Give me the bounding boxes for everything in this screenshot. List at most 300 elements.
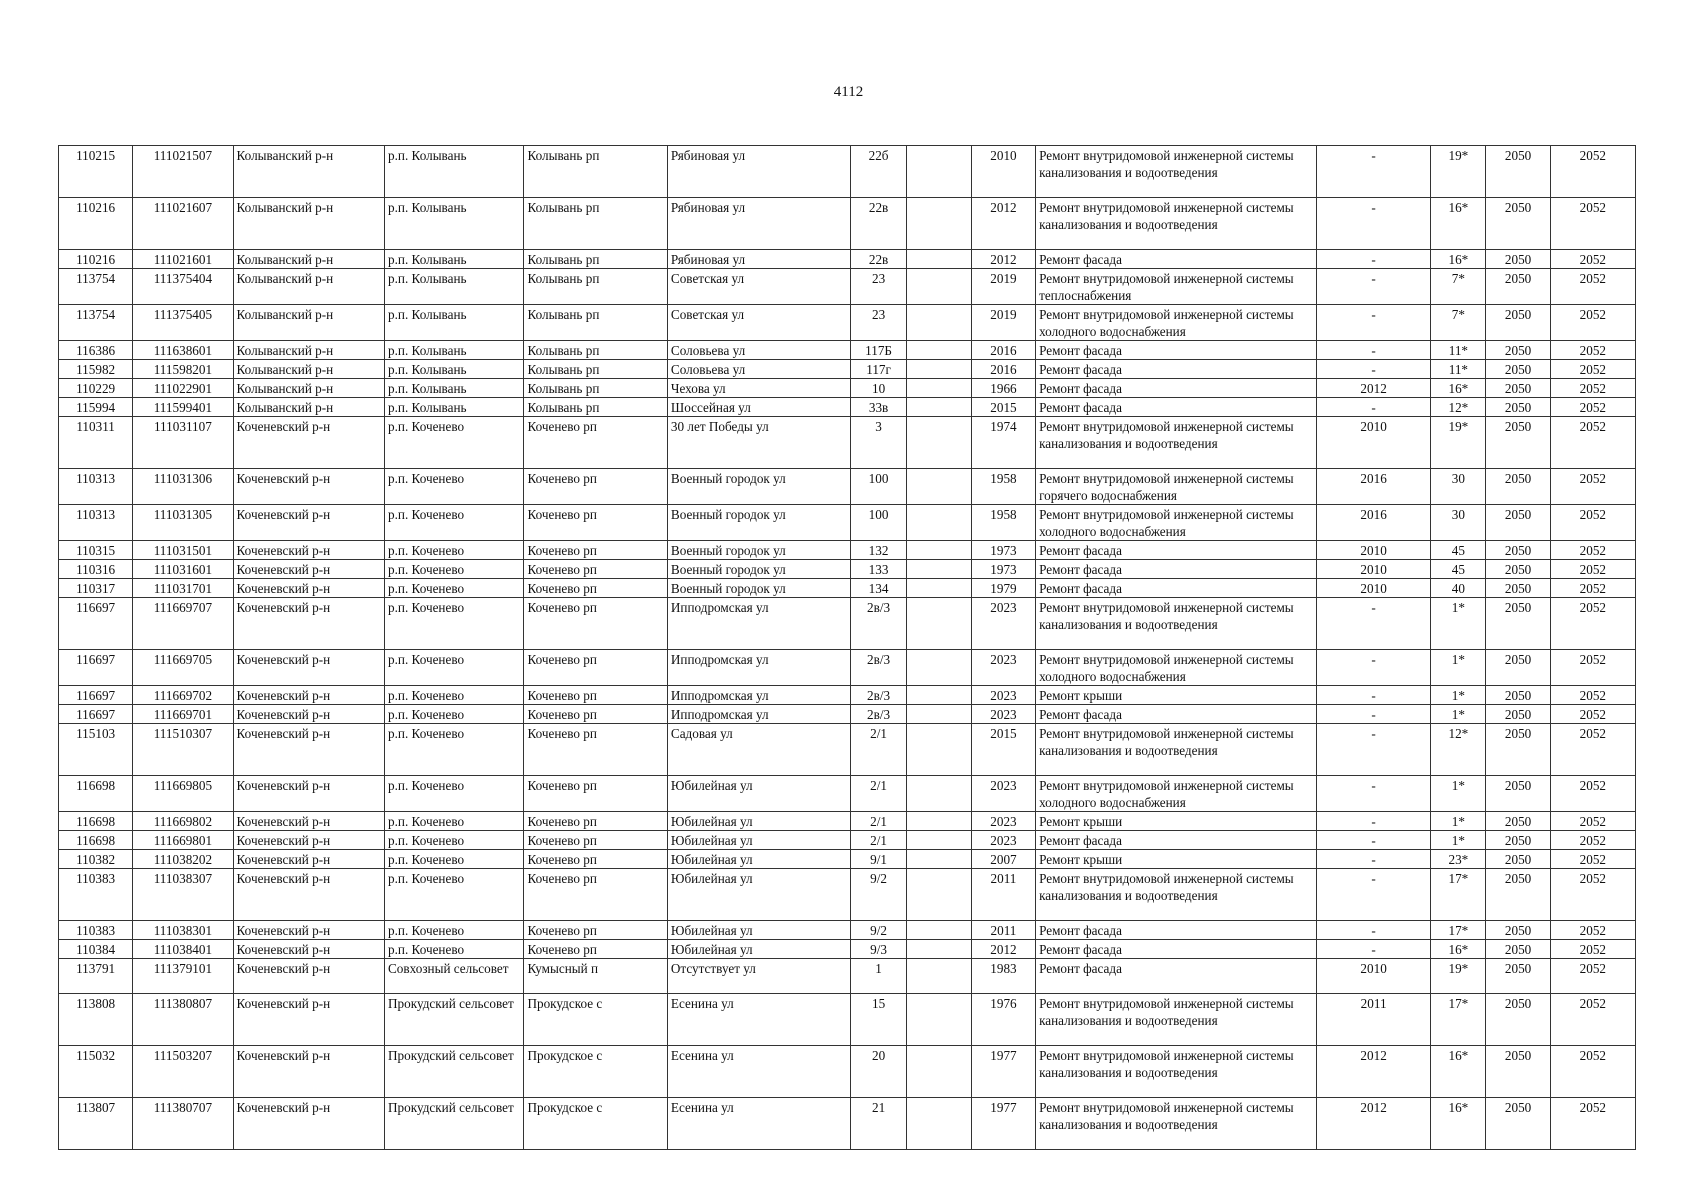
row-year: 2023 xyxy=(971,598,1035,650)
row-plan-from: 2050 xyxy=(1486,305,1550,341)
row-wear: 30 xyxy=(1431,469,1486,505)
row-last-repair: - xyxy=(1316,705,1430,724)
row-district: Коченевский р-н xyxy=(233,705,384,724)
row-year: 1958 xyxy=(971,469,1035,505)
row-wear: 7* xyxy=(1431,305,1486,341)
row-last-repair: - xyxy=(1316,869,1430,921)
row-plan-to: 2052 xyxy=(1550,379,1635,398)
row-last-repair: 2010 xyxy=(1316,417,1430,469)
row-locality: Колывань рп xyxy=(524,269,667,305)
row-plan-from: 2050 xyxy=(1486,269,1550,305)
row-municipality: р.п. Коченево xyxy=(385,776,524,812)
row-wear: 45 xyxy=(1431,541,1486,560)
row-locality: Коченево рп xyxy=(524,850,667,869)
row-last-repair: - xyxy=(1316,198,1430,250)
row-plan-from: 2050 xyxy=(1486,686,1550,705)
row-work: Ремонт внутридомовой инженерной системы холодного водоснабжения xyxy=(1036,305,1317,341)
row-last-repair: 2016 xyxy=(1316,469,1430,505)
row-extra xyxy=(906,869,971,921)
row-extra xyxy=(906,1098,971,1150)
row-municipality: р.п. Колывань xyxy=(385,146,524,198)
row-district: Коченевский р-н xyxy=(233,724,384,776)
row-wear: 1* xyxy=(1431,686,1486,705)
row-municipality: р.п. Колывань xyxy=(385,250,524,269)
row-plan-from: 2050 xyxy=(1486,250,1550,269)
row-work: Ремонт фасада xyxy=(1036,360,1317,379)
row-plan-to: 2052 xyxy=(1550,541,1635,560)
row-plan-to: 2052 xyxy=(1550,959,1635,994)
row-work: Ремонт внутридомовой инженерной системы холодного водоснабжения xyxy=(1036,650,1317,686)
row-last-repair: - xyxy=(1316,776,1430,812)
row-year: 1977 xyxy=(971,1098,1035,1150)
row-municipality: р.п. Коченево xyxy=(385,579,524,598)
row-house: 22в xyxy=(851,198,906,250)
row-district: Коченевский р-н xyxy=(233,869,384,921)
row-plan-from: 2050 xyxy=(1486,1098,1550,1150)
row-plan-from: 2050 xyxy=(1486,869,1550,921)
row-id: 116697 xyxy=(59,650,133,686)
row-last-repair: 2012 xyxy=(1316,1046,1430,1098)
table-row xyxy=(59,776,1636,812)
row-id: 113791 xyxy=(59,959,133,994)
row-house: 117г xyxy=(851,360,906,379)
row-district: Колыванский р-н xyxy=(233,305,384,341)
row-wear: 1* xyxy=(1431,812,1486,831)
row-work: Ремонт фасада xyxy=(1036,398,1317,417)
row-wear: 16* xyxy=(1431,1046,1486,1098)
row-district: Коченевский р-н xyxy=(233,959,384,994)
row-year: 1977 xyxy=(971,1046,1035,1098)
row-work: Ремонт фасада xyxy=(1036,831,1317,850)
row-house: 21 xyxy=(851,1098,906,1150)
row-locality: Колывань рп xyxy=(524,305,667,341)
row-plan-from: 2050 xyxy=(1486,1046,1550,1098)
row-id: 110383 xyxy=(59,921,133,940)
row-wear: 16* xyxy=(1431,250,1486,269)
row-extra xyxy=(906,650,971,686)
row-street: Юбилейная ул xyxy=(667,812,851,831)
row-wear: 19* xyxy=(1431,417,1486,469)
row-district: Коченевский р-н xyxy=(233,541,384,560)
row-wear: 17* xyxy=(1431,921,1486,940)
row-code: 111021607 xyxy=(133,198,233,250)
row-wear: 7* xyxy=(1431,269,1486,305)
row-street: Отсутствует ул xyxy=(667,959,851,994)
row-plan-from: 2050 xyxy=(1486,398,1550,417)
row-work: Ремонт внутридомовой инженерной системы канализования и водоотведения xyxy=(1036,869,1317,921)
row-street: Есенина ул xyxy=(667,1046,851,1098)
row-municipality: р.п. Коченево xyxy=(385,560,524,579)
row-year: 2019 xyxy=(971,269,1035,305)
row-district: Колыванский р-н xyxy=(233,398,384,417)
row-house: 2в/3 xyxy=(851,686,906,705)
row-street: Юбилейная ул xyxy=(667,776,851,812)
row-work: Ремонт внутридомовой инженерной системы канализования и водоотведения xyxy=(1036,198,1317,250)
row-plan-from: 2050 xyxy=(1486,579,1550,598)
row-municipality: р.п. Коченево xyxy=(385,869,524,921)
page-number: 4112 xyxy=(833,84,864,100)
row-district: Коченевский р-н xyxy=(233,560,384,579)
row-work: Ремонт внутридомовой инженерной системы канализования и водоотведения xyxy=(1036,146,1317,198)
row-street: 30 лет Победы ул xyxy=(667,417,851,469)
row-plan-from: 2050 xyxy=(1486,650,1550,686)
row-id: 113754 xyxy=(59,305,133,341)
row-wear: 1* xyxy=(1431,776,1486,812)
row-year: 2019 xyxy=(971,305,1035,341)
row-house: 9/3 xyxy=(851,940,906,959)
row-plan-from: 2050 xyxy=(1486,417,1550,469)
row-locality: Коченево рп xyxy=(524,940,667,959)
row-id: 110313 xyxy=(59,469,133,505)
row-house: 2/1 xyxy=(851,724,906,776)
row-plan-from: 2050 xyxy=(1486,850,1550,869)
row-municipality: Прокудский сельсовет xyxy=(385,1046,524,1098)
table-row xyxy=(59,250,1636,269)
row-work: Ремонт фасада xyxy=(1036,921,1317,940)
row-extra xyxy=(906,417,971,469)
row-locality: Коченево рп xyxy=(524,831,667,850)
row-id: 115994 xyxy=(59,398,133,417)
row-id: 113807 xyxy=(59,1098,133,1150)
row-id: 110383 xyxy=(59,869,133,921)
row-id: 116697 xyxy=(59,686,133,705)
row-plan-from: 2050 xyxy=(1486,505,1550,541)
row-district: Коченевский р-н xyxy=(233,831,384,850)
row-extra xyxy=(906,831,971,850)
row-work: Ремонт внутридомовой инженерной системы холодного водоснабжения xyxy=(1036,776,1317,812)
row-plan-to: 2052 xyxy=(1550,305,1635,341)
row-id: 116697 xyxy=(59,705,133,724)
row-street: Советская ул xyxy=(667,269,851,305)
row-house: 10 xyxy=(851,379,906,398)
row-locality: Колывань рп xyxy=(524,398,667,417)
row-id: 110316 xyxy=(59,560,133,579)
row-code: 111038301 xyxy=(133,921,233,940)
row-work: Ремонт фасада xyxy=(1036,341,1317,360)
row-code: 111031305 xyxy=(133,505,233,541)
row-wear: 30 xyxy=(1431,505,1486,541)
row-plan-from: 2050 xyxy=(1486,921,1550,940)
row-locality: Коченево рп xyxy=(524,505,667,541)
row-work: Ремонт внутридомовой инженерной системы канализования и водоотведения xyxy=(1036,1046,1317,1098)
row-district: Колыванский р-н xyxy=(233,146,384,198)
table-row xyxy=(59,686,1636,705)
table-row xyxy=(59,921,1636,940)
table-row xyxy=(59,831,1636,850)
row-locality: Коченево рп xyxy=(524,776,667,812)
table-row xyxy=(59,269,1636,305)
row-id: 110382 xyxy=(59,850,133,869)
row-house: 100 xyxy=(851,505,906,541)
row-street: Военный городок ул xyxy=(667,579,851,598)
row-plan-from: 2050 xyxy=(1486,705,1550,724)
row-district: Колыванский р-н xyxy=(233,360,384,379)
row-work: Ремонт фасада xyxy=(1036,560,1317,579)
row-extra xyxy=(906,560,971,579)
row-plan-to: 2052 xyxy=(1550,812,1635,831)
table-body xyxy=(59,146,1636,1150)
row-house: 3 xyxy=(851,417,906,469)
row-last-repair: 2011 xyxy=(1316,994,1430,1046)
row-extra xyxy=(906,269,971,305)
row-locality: Коченево рп xyxy=(524,724,667,776)
row-street: Ипподромская ул xyxy=(667,598,851,650)
row-year: 1973 xyxy=(971,560,1035,579)
row-year: 2012 xyxy=(971,940,1035,959)
row-wear: 1* xyxy=(1431,705,1486,724)
row-last-repair: - xyxy=(1316,650,1430,686)
row-year: 2015 xyxy=(971,724,1035,776)
table-row xyxy=(59,360,1636,379)
row-last-repair: - xyxy=(1316,269,1430,305)
row-wear: 23* xyxy=(1431,850,1486,869)
row-code: 111375404 xyxy=(133,269,233,305)
table-row xyxy=(59,341,1636,360)
row-municipality: р.п. Коченево xyxy=(385,650,524,686)
row-municipality: р.п. Коченево xyxy=(385,417,524,469)
row-plan-from: 2050 xyxy=(1486,198,1550,250)
row-year: 2011 xyxy=(971,869,1035,921)
row-wear: 16* xyxy=(1431,940,1486,959)
row-id: 110215 xyxy=(59,146,133,198)
row-id: 110317 xyxy=(59,579,133,598)
row-street: Соловьева ул xyxy=(667,360,851,379)
row-municipality: р.п. Колывань xyxy=(385,341,524,360)
row-year: 1983 xyxy=(971,959,1035,994)
row-district: Коченевский р-н xyxy=(233,686,384,705)
row-code: 111669805 xyxy=(133,776,233,812)
row-last-repair: - xyxy=(1316,850,1430,869)
row-house: 132 xyxy=(851,541,906,560)
row-plan-to: 2052 xyxy=(1550,940,1635,959)
row-locality: Коченево рп xyxy=(524,469,667,505)
row-extra xyxy=(906,379,971,398)
row-plan-to: 2052 xyxy=(1550,994,1635,1046)
row-extra xyxy=(906,341,971,360)
row-year: 2007 xyxy=(971,850,1035,869)
row-municipality: р.п. Коченево xyxy=(385,812,524,831)
row-extra xyxy=(906,686,971,705)
row-code: 111598201 xyxy=(133,360,233,379)
row-district: Колыванский р-н xyxy=(233,379,384,398)
row-extra xyxy=(906,469,971,505)
row-street: Военный городок ул xyxy=(667,505,851,541)
row-municipality: Прокудский сельсовет xyxy=(385,1098,524,1150)
row-last-repair: - xyxy=(1316,686,1430,705)
row-wear: 19* xyxy=(1431,146,1486,198)
row-wear: 1* xyxy=(1431,650,1486,686)
row-code: 111038401 xyxy=(133,940,233,959)
row-wear: 1* xyxy=(1431,598,1486,650)
row-code: 111510307 xyxy=(133,724,233,776)
row-year: 2016 xyxy=(971,360,1035,379)
row-municipality: р.п. Коченево xyxy=(385,850,524,869)
row-plan-to: 2052 xyxy=(1550,831,1635,850)
row-plan-from: 2050 xyxy=(1486,598,1550,650)
table-row xyxy=(59,541,1636,560)
row-street: Ипподромская ул xyxy=(667,650,851,686)
row-district: Коченевский р-н xyxy=(233,598,384,650)
row-house: 22в xyxy=(851,250,906,269)
row-extra xyxy=(906,579,971,598)
row-id: 113754 xyxy=(59,269,133,305)
row-plan-to: 2052 xyxy=(1550,250,1635,269)
row-last-repair: - xyxy=(1316,598,1430,650)
row-year: 2015 xyxy=(971,398,1035,417)
row-locality: Коченево рп xyxy=(524,598,667,650)
row-wear: 17* xyxy=(1431,869,1486,921)
row-wear: 19* xyxy=(1431,959,1486,994)
row-municipality: Прокудский сельсовет xyxy=(385,994,524,1046)
row-wear: 17* xyxy=(1431,994,1486,1046)
table-row xyxy=(59,579,1636,598)
row-code: 111021507 xyxy=(133,146,233,198)
row-last-repair: - xyxy=(1316,305,1430,341)
row-wear: 12* xyxy=(1431,398,1486,417)
row-wear: 12* xyxy=(1431,724,1486,776)
row-street: Юбилейная ул xyxy=(667,940,851,959)
row-year: 1958 xyxy=(971,505,1035,541)
row-locality: Коченево рп xyxy=(524,686,667,705)
row-plan-to: 2052 xyxy=(1550,1098,1635,1150)
row-extra xyxy=(906,198,971,250)
row-locality: Коченево рп xyxy=(524,650,667,686)
row-plan-to: 2052 xyxy=(1550,360,1635,379)
row-year: 2023 xyxy=(971,831,1035,850)
row-year: 2023 xyxy=(971,650,1035,686)
row-street: Ипподромская ул xyxy=(667,705,851,724)
row-year: 2023 xyxy=(971,686,1035,705)
row-district: Колыванский р-н xyxy=(233,341,384,360)
row-wear: 1* xyxy=(1431,831,1486,850)
row-street: Юбилейная ул xyxy=(667,831,851,850)
row-district: Коченевский р-н xyxy=(233,579,384,598)
row-plan-to: 2052 xyxy=(1550,724,1635,776)
row-last-repair: - xyxy=(1316,398,1430,417)
row-house: 15 xyxy=(851,994,906,1046)
row-plan-from: 2050 xyxy=(1486,812,1550,831)
table-row xyxy=(59,1098,1636,1150)
row-district: Коченевский р-н xyxy=(233,650,384,686)
row-house: 9/2 xyxy=(851,921,906,940)
row-municipality: р.п. Коченево xyxy=(385,724,524,776)
row-house: 2в/3 xyxy=(851,598,906,650)
row-district: Коченевский р-н xyxy=(233,1046,384,1098)
row-house: 133 xyxy=(851,560,906,579)
row-plan-to: 2052 xyxy=(1550,398,1635,417)
row-year: 2016 xyxy=(971,341,1035,360)
row-street: Садовая ул xyxy=(667,724,851,776)
row-year: 2012 xyxy=(971,250,1035,269)
table-row xyxy=(59,398,1636,417)
table-row xyxy=(59,598,1636,650)
row-district: Коченевский р-н xyxy=(233,850,384,869)
row-work: Ремонт фасада xyxy=(1036,940,1317,959)
row-plan-to: 2052 xyxy=(1550,417,1635,469)
row-house: 22б xyxy=(851,146,906,198)
row-code: 111031306 xyxy=(133,469,233,505)
row-id: 116386 xyxy=(59,341,133,360)
row-district: Колыванский р-н xyxy=(233,269,384,305)
row-house: 2/1 xyxy=(851,812,906,831)
row-plan-to: 2052 xyxy=(1550,560,1635,579)
row-house: 9/1 xyxy=(851,850,906,869)
row-plan-to: 2052 xyxy=(1550,198,1635,250)
row-code: 111379101 xyxy=(133,959,233,994)
row-district: Коченевский р-н xyxy=(233,921,384,940)
row-municipality: р.п. Колывань xyxy=(385,269,524,305)
row-plan-to: 2052 xyxy=(1550,598,1635,650)
table-row xyxy=(59,869,1636,921)
row-code: 111375405 xyxy=(133,305,233,341)
table-row xyxy=(59,1046,1636,1098)
row-code: 111031501 xyxy=(133,541,233,560)
row-plan-from: 2050 xyxy=(1486,994,1550,1046)
table-row xyxy=(59,940,1636,959)
row-plan-from: 2050 xyxy=(1486,724,1550,776)
row-locality: Коченево рп xyxy=(524,921,667,940)
table-row xyxy=(59,560,1636,579)
row-extra xyxy=(906,921,971,940)
row-extra xyxy=(906,959,971,994)
table-row xyxy=(59,146,1636,198)
row-code: 111038307 xyxy=(133,869,233,921)
row-plan-from: 2050 xyxy=(1486,831,1550,850)
row-locality: Кумысный п xyxy=(524,959,667,994)
row-extra xyxy=(906,398,971,417)
row-extra xyxy=(906,305,971,341)
row-id: 110311 xyxy=(59,417,133,469)
row-year: 2011 xyxy=(971,921,1035,940)
row-extra xyxy=(906,724,971,776)
table-row xyxy=(59,650,1636,686)
row-extra xyxy=(906,1046,971,1098)
table-row xyxy=(59,417,1636,469)
row-street: Есенина ул xyxy=(667,994,851,1046)
row-locality: Коченево рп xyxy=(524,417,667,469)
row-work: Ремонт внутридомовой инженерной системы горячего водоснабжения xyxy=(1036,469,1317,505)
row-plan-from: 2050 xyxy=(1486,959,1550,994)
row-district: Коченевский р-н xyxy=(233,417,384,469)
row-plan-to: 2052 xyxy=(1550,650,1635,686)
row-work: Ремонт внутридомовой инженерной системы холодного водоснабжения xyxy=(1036,505,1317,541)
row-code: 111638601 xyxy=(133,341,233,360)
row-plan-to: 2052 xyxy=(1550,579,1635,598)
row-street: Юбилейная ул xyxy=(667,921,851,940)
row-municipality: р.п. Колывань xyxy=(385,360,524,379)
row-year: 2023 xyxy=(971,812,1035,831)
row-wear: 16* xyxy=(1431,379,1486,398)
row-year: 2012 xyxy=(971,198,1035,250)
row-wear: 11* xyxy=(1431,360,1486,379)
row-wear: 40 xyxy=(1431,579,1486,598)
row-code: 111031701 xyxy=(133,579,233,598)
row-street: Военный городок ул xyxy=(667,560,851,579)
row-id: 116697 xyxy=(59,598,133,650)
row-extra xyxy=(906,360,971,379)
row-municipality: Совхозный сельсовет xyxy=(385,959,524,994)
row-house: 2/1 xyxy=(851,831,906,850)
row-last-repair: - xyxy=(1316,341,1430,360)
row-locality: Колывань рп xyxy=(524,198,667,250)
row-plan-to: 2052 xyxy=(1550,1046,1635,1098)
row-code: 111031601 xyxy=(133,560,233,579)
row-locality: Прокудское с xyxy=(524,1098,667,1150)
row-locality: Прокудское с xyxy=(524,994,667,1046)
row-year: 1974 xyxy=(971,417,1035,469)
row-wear: 16* xyxy=(1431,198,1486,250)
row-district: Коченевский р-н xyxy=(233,994,384,1046)
